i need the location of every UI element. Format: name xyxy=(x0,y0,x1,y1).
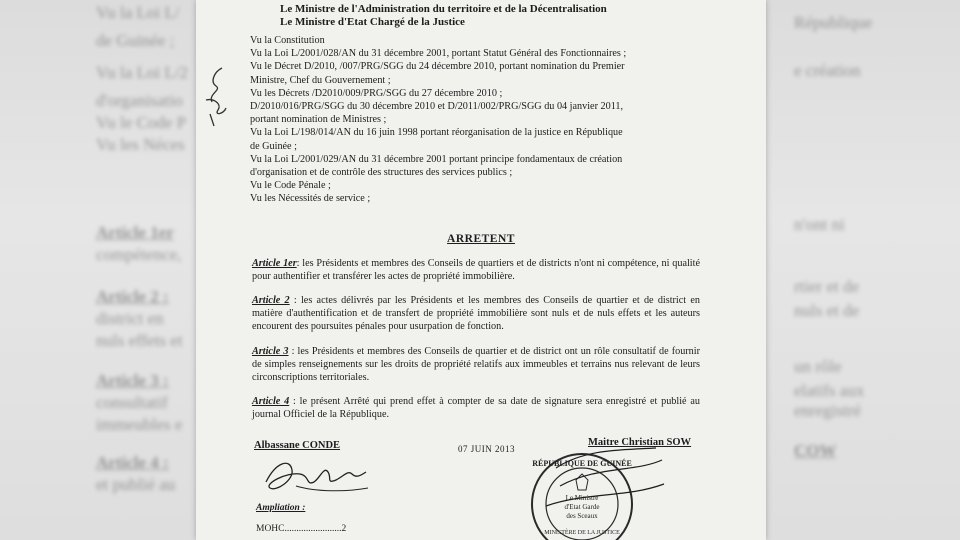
ghost-text: République xyxy=(794,13,873,32)
ghost-text: enregistré xyxy=(794,401,862,420)
ghost-text: consultatif xyxy=(96,393,168,412)
article-label: Article 1er xyxy=(252,258,297,269)
ghost-text: Vu les Néces xyxy=(96,135,185,154)
ghost-text: Article 4 : xyxy=(96,453,169,472)
ghost-text: n'ont ni xyxy=(794,215,845,234)
considerations-list xyxy=(250,34,700,206)
signatory-right-name: Maitre Christian SOW xyxy=(588,437,692,448)
ghost-text: Article 2 : xyxy=(96,287,169,306)
article-4 xyxy=(252,396,700,422)
consideration-line: de Guinée ; xyxy=(250,140,297,152)
consideration-line: Vu le Décret D/2010, /007/PRG/SGG du 24 décembre 2010, portant nomination du Premier xyxy=(250,61,625,73)
ampliation-title: Ampliation : xyxy=(256,503,306,513)
stamp-center-line-3: des Sceaux xyxy=(566,512,598,520)
article-1 xyxy=(252,258,700,284)
ministry-header-line-1: Le Ministre de l'Administration du territoire et de la Décentralisation xyxy=(280,3,607,15)
ghost-text: nuls effets et xyxy=(96,331,183,350)
signature-date: 07 JUIN 2013 xyxy=(458,444,515,454)
consideration-line: Vu les Nécessités de service ; xyxy=(250,193,371,205)
document-page xyxy=(196,0,766,540)
ghost-text: Vu la Loi L/ xyxy=(96,3,180,22)
ghost-text: d'organisatio xyxy=(96,91,183,110)
ghost-text: compétence, xyxy=(96,245,182,264)
ghost-text: district en xyxy=(96,309,164,328)
consideration-line: Vu la Loi L/2001/029/AN du 31 décembre 2001 portant principe fondamentaux de création xyxy=(250,153,623,165)
stamp-ring-bottom: MINISTÈRE DE LA JUSTICE xyxy=(544,530,620,536)
ghost-text: immeubles e xyxy=(96,415,183,434)
official-stamp xyxy=(516,446,666,540)
ghost-text: Vu la Loi L/2 xyxy=(96,63,188,82)
handwritten-margin-note xyxy=(200,64,234,134)
consideration-line: Vu la Loi L/198/014/AN du 16 juin 1998 portant réorganisation de la justice en République xyxy=(250,127,623,139)
ghost-text: un rôle xyxy=(794,357,842,376)
consideration-line: portant nomination de Ministres ; xyxy=(250,114,387,126)
blurred-background-right xyxy=(766,0,960,540)
article-text: : les actes délivrés par les Présidents et les membres des Conseils de quartier et de district en matière d'authentification et de transfert de propriété immobilière sont nuls et de nuls effets et les auteurs encourent des poursuites pénales pour usurpation de fonction. xyxy=(252,295,700,332)
ghost-text: rtier et de xyxy=(794,277,860,296)
article-3 xyxy=(252,346,700,384)
article-label: Article 4 xyxy=(252,396,290,407)
consideration-line: Vu la Constitution xyxy=(250,35,325,46)
signatory-left-name: Albassane CONDE xyxy=(254,440,341,451)
ghost-text: de Guinée ; xyxy=(96,31,175,50)
article-label: Article 2 xyxy=(252,295,290,306)
stamp-center-line-2: d'Etat Garde xyxy=(564,503,600,511)
consideration-line: d'organisation et de contrôle des structures des services publics ; xyxy=(250,167,513,179)
consideration-line: Vu les Décrets /D2010/009/PRG/SGG du 27 décembre 2010 ; xyxy=(250,87,503,99)
article-2 xyxy=(252,295,700,333)
ghost-text: Vu le Code P xyxy=(96,113,187,132)
consideration-line: Ministre, Chef du Gouvernement ; xyxy=(250,74,391,86)
consideration-line: Vu la Loi L/2001/028/AN du 31 décembre 2001, portant Statut Général des Fonctionnaires ; xyxy=(250,48,627,60)
ghost-text: Article 1er xyxy=(96,223,174,242)
ghost-text: et publié au xyxy=(96,475,176,494)
article-text: : les Présidents et membres des Conseils de quartier et de district ont un rôle consultatif de fournir de simples renseignements sur les droits de propriété relatifs aux immeubles et terrains nus relevant de leurs circonscriptions territoriales. xyxy=(252,346,700,383)
ghost-text: nuls et de xyxy=(794,301,860,320)
ghost-text: Article 3 : xyxy=(96,371,169,390)
handwritten-signature-left xyxy=(256,452,376,498)
ghost-text: COW xyxy=(794,441,837,460)
article-label: Article 3 xyxy=(252,346,289,357)
consideration-line: Vu le Code Pénale ; xyxy=(250,180,331,192)
consideration-line: D/2010/016/PRG/SGG du 30 décembre 2010 et D/2011/002/PRG/SGG du 04 janvier 2011, xyxy=(250,101,624,113)
ministry-header-line-2: Le Ministre d'Etat Chargé de la Justice xyxy=(280,16,465,28)
stamp-ring-text: RÉPUBLIQUE DE GUINÉE xyxy=(532,459,632,468)
ghost-text: e création xyxy=(794,61,861,80)
ghost-text: elatifs aux xyxy=(794,381,865,400)
article-text: : le présent Arrêté qui prend effet à compter de sa date de signature sera enregistré et publié au journal Officiel de la République. xyxy=(252,396,700,420)
ampliation-row: MOHC........................2 xyxy=(256,524,347,534)
decree-title: ARRETENT xyxy=(447,233,515,245)
article-text: : les Présidents et membres des Conseils de quartiers et de districts n'ont ni compétence, ni qualité pour authentifier et transférer les actes de propriété immobilière. xyxy=(252,258,700,282)
blurred-background-left xyxy=(0,0,196,540)
stamp-center-line-1: Le Ministre xyxy=(565,494,599,502)
